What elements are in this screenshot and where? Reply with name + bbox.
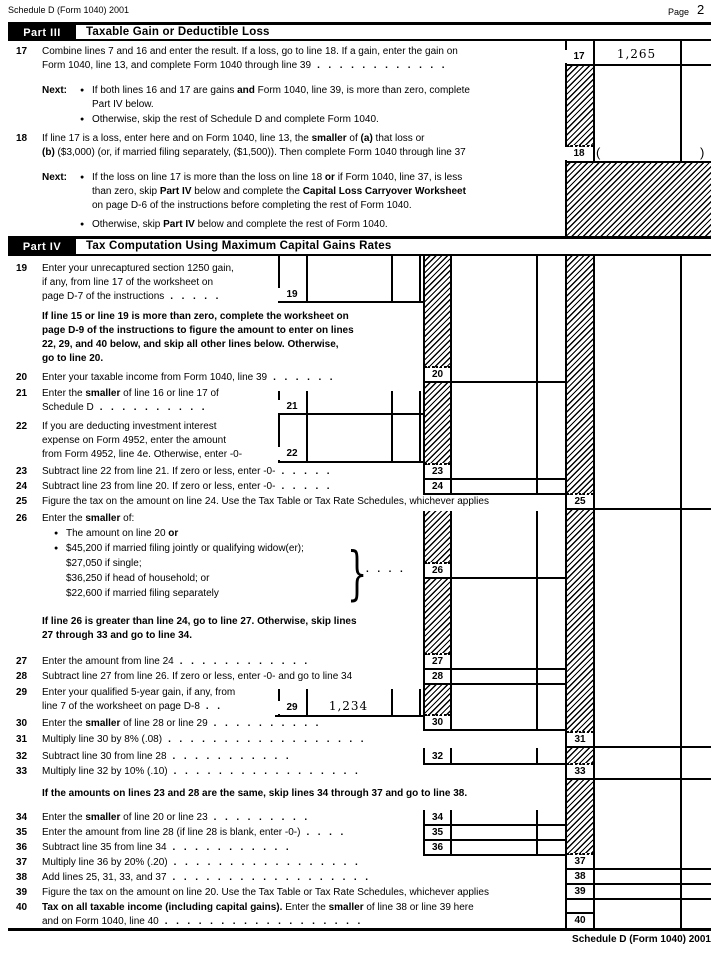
table-line [423, 729, 566, 731]
line-39-number: 39 [16, 887, 28, 898]
line-29-text-1: Enter your qualified 5-year gain, if any, from [42, 687, 236, 698]
line-37-number: 37 [16, 857, 28, 868]
line-17-next-bullet-1a: If both lines 16 and 17 are gains and Form 1040, line 39, is more than zero, complete [92, 85, 470, 96]
table-line [565, 778, 711, 780]
line-38-box-number: 38 [567, 870, 593, 883]
column-line [565, 40, 567, 237]
table-line [423, 577, 566, 579]
footer-form-title: Schedule D (Form 1040) 2001 [572, 934, 711, 945]
line-21-text-1: Enter the smaller of line 16 or line 17 of [42, 388, 219, 399]
column-line [419, 689, 421, 717]
line-26-option-single: $27,050 if single; [66, 558, 142, 569]
line-35-number: 35 [16, 827, 28, 838]
line-26-amount-cell[interactable] [452, 564, 536, 577]
line-18-box-number: 18 [565, 147, 593, 160]
line-33-box-number: 33 [567, 765, 593, 778]
line-20-box-number: 20 [425, 368, 450, 381]
line-17-text-1: Combine lines 7 and 16 and enter the result. If a loss, go to line 18. If a gain, enter the gain on [42, 46, 458, 57]
table-line [565, 898, 711, 900]
line-19-text-2: if any, from line 17 of the worksheet on [42, 277, 214, 288]
line-29-number: 29 [16, 687, 28, 698]
line-17-next-bullet-2: Otherwise, skip the rest of Schedule D and complete Form 1040. [92, 114, 379, 125]
line-33-amount-cell[interactable] [595, 765, 678, 778]
line-37-text: Multiply line 36 by 20% (.20) . . . . . . . . . . . . . . . . . [42, 857, 359, 868]
line-28-box-number: 28 [425, 670, 450, 683]
column-line [419, 256, 421, 303]
line-20-text: Enter your taxable income from Form 1040, line 39 . . . . . . [42, 372, 334, 383]
table-line [423, 381, 566, 383]
line-39-text: Figure the tax on the amount on line 20. Use the Tax Table or Tax Rate Schedules, whichever applies [42, 887, 489, 898]
line-26-bullet-1: The amount on line 20 or [66, 528, 179, 539]
line-40-amount-cell[interactable] [595, 912, 678, 928]
column-line [536, 256, 538, 495]
line-18-paren-open: ( [596, 145, 601, 160]
line-27-text: Enter the amount from line 24 . . . . . . . . . . . . [42, 656, 309, 667]
line-27-box-number: 27 [425, 655, 450, 668]
line-28-number: 28 [16, 671, 28, 682]
line-26-option-mfs: $22,600 if married filing separately [66, 588, 219, 599]
hatch-area [425, 383, 450, 465]
line-33-text: Multiply line 32 by 10% (.10) . . . . . . . . . . . . . . . . . [42, 766, 359, 777]
line-36-text: Subtract line 35 from line 34 . . . . . . . . . . . [42, 842, 290, 853]
line-20-amount-cell[interactable] [452, 368, 536, 381]
line-18-amount-cell[interactable] [595, 146, 678, 161]
line-26-bullet-2: $45,200 if married filing jointly or qualifying widow(er); [66, 543, 304, 554]
line-28-amount-cell[interactable] [452, 670, 536, 683]
line-18-number: 18 [16, 133, 28, 144]
column-line [536, 810, 538, 856]
line-25-text: Figure the tax on the amount on line 24. Use the Tax Table or Tax Rate Schedules, whichever applies [42, 496, 489, 507]
line-24-text: Subtract line 23 from line 20. If zero or less, enter -0- . . . . . [42, 481, 331, 492]
hatch-area [425, 256, 450, 368]
line-22-text-3: from Form 4952, line 4e. Otherwise, enter -0- [42, 449, 243, 460]
page-number: 2 [697, 2, 705, 17]
line-31-text: Multiply line 30 by 8% (.08) . . . . . . . . . . . . . . . . . . [42, 734, 365, 745]
line-29-text-2: line 7 of the worksheet on page D-8 . . [42, 701, 222, 712]
line-19-amount-cell[interactable] [308, 258, 391, 301]
line-27-number: 27 [16, 656, 28, 667]
line-26-box-number: 26 [425, 564, 450, 577]
line-32-amount-cell[interactable] [452, 750, 536, 763]
table-line [565, 746, 711, 748]
table-line [565, 64, 711, 66]
line-18-next-bullet-1a: If the loss on line 17 is more than the loss on line 18 or if Form 1040, line 37, is less [92, 172, 463, 183]
line-34-amount-cell[interactable] [452, 811, 536, 824]
next-label: Next: [42, 85, 68, 96]
line-18-next-bullet-1c: on page D-6 of the instructions before completing the rest of Form 1040. [92, 200, 412, 211]
line-36-amount-cell[interactable] [452, 841, 536, 854]
line-19-number: 19 [16, 263, 28, 274]
line-39-amount-cell[interactable] [595, 885, 678, 898]
line-30-box-number: 30 [425, 716, 450, 729]
table-line [8, 254, 711, 256]
column-line [419, 391, 421, 463]
line-18-text-1: If line 17 is a loss, enter here and on Form 1040, line 13, the smaller of (a) that loss or [42, 133, 425, 144]
note-after-26-line-1: If line 26 is greater than line 24, go to line 27. Otherwise, skip lines [42, 616, 357, 627]
line-30-amount-cell[interactable] [452, 716, 536, 729]
hatch-area [425, 511, 450, 564]
line-22-text-1: If you are deducting investment interest [42, 421, 217, 432]
line-17-text-2: Form 1040, line 13, and complete Form 1040 through line 39 . . . . . . . . . . . . [42, 60, 446, 71]
table-line [8, 928, 711, 931]
line-22-text-2: expense on Form 4952, enter the amount [42, 435, 227, 446]
table-line [275, 715, 423, 717]
line-22-number: 22 [16, 421, 28, 432]
column-line [391, 256, 393, 303]
table-line [278, 461, 423, 463]
line-32-box-number: 32 [425, 750, 450, 763]
line-35-amount-cell[interactable] [452, 826, 536, 839]
line-34-number: 34 [16, 812, 28, 823]
line-27-amount-cell[interactable] [452, 655, 536, 668]
line-24-amount-cell[interactable] [452, 480, 536, 493]
line-28-text: Subtract line 27 from line 26. If zero or less, enter -0- and go to line 34 [42, 671, 353, 682]
line-32-text: Subtract line 30 from line 28 . . . . . . . . . . . [42, 751, 290, 762]
line-25-number: 25 [16, 496, 28, 507]
line-21-number: 21 [16, 388, 28, 399]
hatch-area [567, 748, 593, 765]
part-iv-label: Part IV [8, 239, 76, 255]
table-line [8, 39, 711, 41]
line-26-option-hoh: $36,250 if head of household; or [66, 573, 210, 584]
line-23-text: Subtract line 22 from line 21. If zero or less, enter -0- . . . . . [42, 466, 331, 477]
line-25-amount-cell[interactable] [595, 495, 678, 508]
hatch-area [565, 163, 711, 236]
note-after-19-line-2: page D-9 of the instructions to figure the amount to enter on lines [42, 325, 354, 336]
line-33-number: 33 [16, 766, 28, 777]
bullet-icon: ● [80, 174, 85, 181]
line-40-number: 40 [16, 902, 28, 913]
part-iii-title: Taxable Gain or Deductible Loss [86, 26, 270, 38]
line-22-box-number: 22 [278, 447, 306, 460]
brace-icon: } [347, 539, 368, 607]
line-36-number: 36 [16, 842, 28, 853]
note-after-19-line-4: go to line 20. [42, 353, 104, 364]
form-title-header: Schedule D (Form 1040) 2001 [8, 5, 130, 15]
line-23-number: 23 [16, 466, 28, 477]
part-iii-label: Part III [8, 25, 76, 41]
table-line [423, 493, 566, 495]
line-25-box-number: 25 [567, 495, 593, 508]
hatch-area [567, 256, 593, 495]
column-line [565, 256, 567, 928]
line-40-box-number: 40 [567, 914, 593, 927]
note-after-19-line-1: If line 15 or line 19 is more than zero, complete the worksheet on [42, 311, 349, 322]
line-18-next-bullet-1b: than zero, skip Part IV below and complete the Capital Loss Carryover Worksheet [92, 186, 466, 197]
line-30-text: Enter the smaller of line 28 or line 29 . . . . . . . . . . [42, 718, 320, 729]
line-32-number: 32 [16, 751, 28, 762]
line-19-text-1: Enter your unrecaptured section 1250 gain, [42, 263, 234, 274]
note-after-26-line-2: 27 through 33 and go to line 34. [42, 630, 193, 641]
line-36-box-number: 36 [425, 841, 450, 854]
table-line [278, 301, 423, 303]
line-29-value[interactable]: 1,234 [328, 699, 369, 713]
line-18-text-2: (b) ($3,000) (or, if married filing separately, ($1,500)). Then complete Form 1040 through line 37 [42, 147, 466, 158]
bullet-icon: ● [80, 116, 85, 123]
bullet-icon: ● [80, 221, 85, 228]
column-line [450, 511, 452, 731]
line-17-number: 17 [16, 46, 28, 57]
bullet-icon: ● [54, 545, 59, 552]
column-line [680, 256, 682, 928]
line-37-box-number: 37 [567, 855, 593, 868]
hatch-area [567, 66, 593, 147]
line-23-box-number: 23 [425, 465, 450, 478]
line-22-amount-cell[interactable] [308, 415, 391, 461]
line-34-text: Enter the smaller of line 20 or line 23 . . . . . . . . . [42, 812, 309, 823]
table-line [423, 683, 566, 685]
column-line [391, 689, 393, 717]
line-26-text: Enter the smaller of: [42, 513, 135, 524]
line-23-amount-cell[interactable] [452, 465, 536, 478]
line-29-box-number: 29 [278, 701, 306, 714]
line-21-text-2: Schedule D . . . . . . . . . . [42, 402, 206, 413]
page-label: Page [668, 7, 690, 17]
line-37-amount-cell[interactable] [595, 855, 678, 868]
line-26-number: 26 [16, 513, 28, 524]
line-35-box-number: 35 [425, 826, 450, 839]
line-38-amount-cell[interactable] [595, 870, 678, 883]
line-26-leader-dots: . . . . [366, 564, 404, 575]
column-line [391, 391, 393, 463]
line-31-box-number: 31 [567, 733, 593, 746]
line-38-number: 38 [16, 872, 28, 883]
line-24-number: 24 [16, 481, 28, 492]
line-31-amount-cell[interactable] [595, 733, 678, 746]
part-iv-title: Tax Computation Using Maximum Capital Gains Rates [86, 240, 392, 252]
line-21-box-number: 21 [278, 400, 306, 413]
column-line [423, 511, 425, 731]
line-34-box-number: 34 [425, 811, 450, 824]
line-40-text-1: Tax on all taxable income (including capital gains). Enter the smaller of line 38 or line 39 here [42, 902, 474, 913]
line-19-box-number: 19 [278, 288, 306, 301]
hatch-area [567, 780, 593, 855]
table-line [565, 508, 711, 510]
line-20-number: 20 [16, 372, 28, 383]
next-label: Next: [42, 172, 68, 183]
line-18-paren-close: ) [700, 145, 705, 160]
hatch-area [425, 579, 450, 655]
bullet-icon: ● [54, 530, 59, 537]
line-19-text-3: page D-7 of the instructions . . . . . [42, 291, 220, 302]
hatch-area [567, 510, 593, 733]
line-17-box-number: 17 [565, 50, 593, 63]
line-24-box-number: 24 [425, 480, 450, 493]
line-30-number: 30 [16, 718, 28, 729]
bullet-icon: ● [80, 87, 85, 94]
table-line [423, 854, 566, 856]
line-38-text: Add lines 25, 31, 33, and 37 . . . . . . . . . . . . . . . . . . [42, 872, 370, 883]
line-17-value[interactable]: 1,265 [616, 47, 657, 61]
column-line [593, 256, 595, 928]
table-line [423, 763, 566, 765]
line-40-text-2: and on Form 1040, line 40 . . . . . . . . . . . . . . . . . . [42, 916, 362, 927]
note-after-33: If the amounts on lines 23 and 28 are the same, skip lines 34 through 37 and go to line 38. [42, 788, 468, 799]
line-21-amount-cell[interactable] [308, 393, 391, 413]
line-18-next-bullet-2: Otherwise, skip Part IV below and complete the rest of Form 1040. [92, 219, 388, 230]
line-35-text: Enter the amount from line 28 (if line 28 is blank, enter -0-) . . . . [42, 827, 345, 838]
hatch-area [425, 685, 450, 716]
line-31-number: 31 [16, 734, 28, 745]
column-line [536, 511, 538, 731]
line-17-next-bullet-1b: Part IV below. [92, 99, 154, 110]
table-line [565, 161, 711, 163]
line-39-box-number: 39 [567, 885, 593, 898]
column-line [680, 40, 682, 163]
note-after-19-line-3: 22, 29, and 40 below, and skip all other lines below. Otherwise, [42, 339, 339, 350]
